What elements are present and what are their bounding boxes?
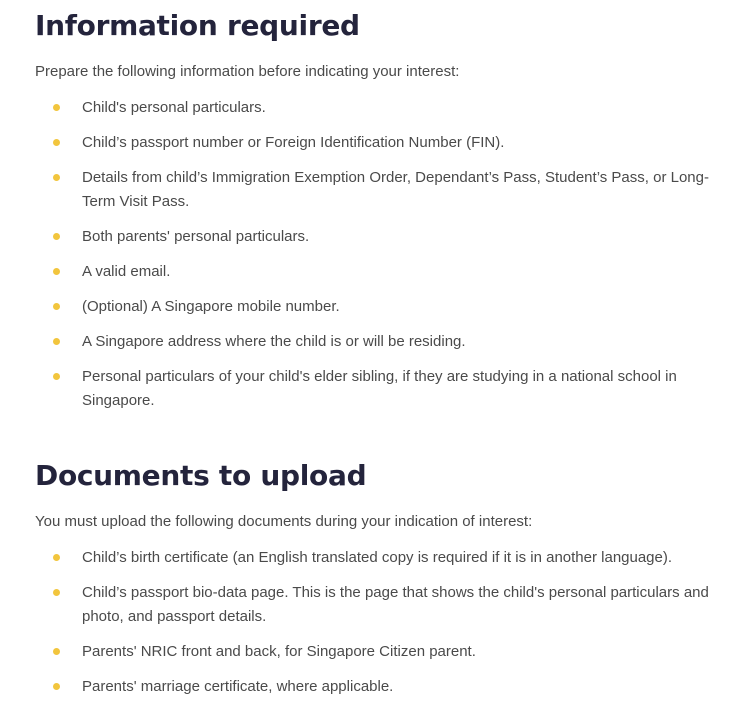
information-list — [35, 96, 725, 413]
bullet-dot-icon — [53, 589, 60, 596]
bullet-dot-icon — [53, 338, 60, 345]
bullet-dot-icon — [53, 303, 60, 310]
list-item — [35, 96, 725, 120]
list-item — [35, 225, 725, 249]
list-item-text: A Singapore address where the child is or will be residing. — [82, 333, 466, 350]
list-item — [35, 330, 725, 354]
list-item-text: Parents' marriage certificate, where applicable. — [82, 678, 394, 695]
bullet-dot-icon — [53, 104, 60, 111]
list-item — [35, 166, 725, 214]
list-item — [35, 260, 725, 284]
bullet-dot-icon — [53, 554, 60, 561]
list-item — [35, 675, 725, 699]
list-item-text: Details from child’s Immigration Exemption Order, Dependant’s Pass, Student’s Pass, or Long-Term Visit Pass. — [82, 169, 709, 210]
bullet-dot-icon — [53, 268, 60, 275]
bullet-dot-icon — [53, 648, 60, 655]
list-item-text: Parents' NRIC front and back, for Singapore Citizen parent. — [82, 643, 476, 660]
section-intro: You must upload the following documents during your indication of interest: — [35, 513, 533, 530]
list-item — [35, 131, 725, 155]
documents-list — [35, 546, 725, 699]
section-documents-to-upload — [35, 458, 725, 699]
main-content — [35, 0, 725, 710]
list-item — [35, 295, 725, 319]
section-information-required — [35, 8, 725, 413]
bullet-dot-icon — [53, 683, 60, 690]
section-title: Documents to upload — [35, 459, 367, 492]
bullet-dot-icon — [53, 233, 60, 240]
list-item-text: Personal particulars of your child's elder sibling, if they are studying in a national school in Singapore. — [82, 368, 677, 409]
list-item-text: Child’s passport number or Foreign Identification Number (FIN). — [82, 134, 505, 151]
list-item-text: Child's personal particulars. — [82, 99, 266, 116]
list-item-text: A valid email. — [82, 263, 171, 280]
list-item-text: Both parents' personal particulars. — [82, 228, 310, 245]
list-item-text: Child’s passport bio-data page. This is the page that shows the child's personal particulars and photo, and passport details. — [82, 584, 709, 625]
list-item — [35, 546, 725, 570]
bullet-dot-icon — [53, 373, 60, 380]
section-title: Information required — [35, 9, 360, 42]
bullet-dot-icon — [53, 139, 60, 146]
list-item-text: (Optional) A Singapore mobile number. — [82, 298, 340, 315]
list-item — [35, 640, 725, 664]
bullet-dot-icon — [53, 174, 60, 181]
section-intro: Prepare the following information before indicating your interest: — [35, 63, 460, 80]
list-item — [35, 581, 725, 629]
list-item — [35, 365, 725, 413]
list-item-text: Child’s birth certificate (an English translated copy is required if it is in another language). — [82, 549, 673, 566]
